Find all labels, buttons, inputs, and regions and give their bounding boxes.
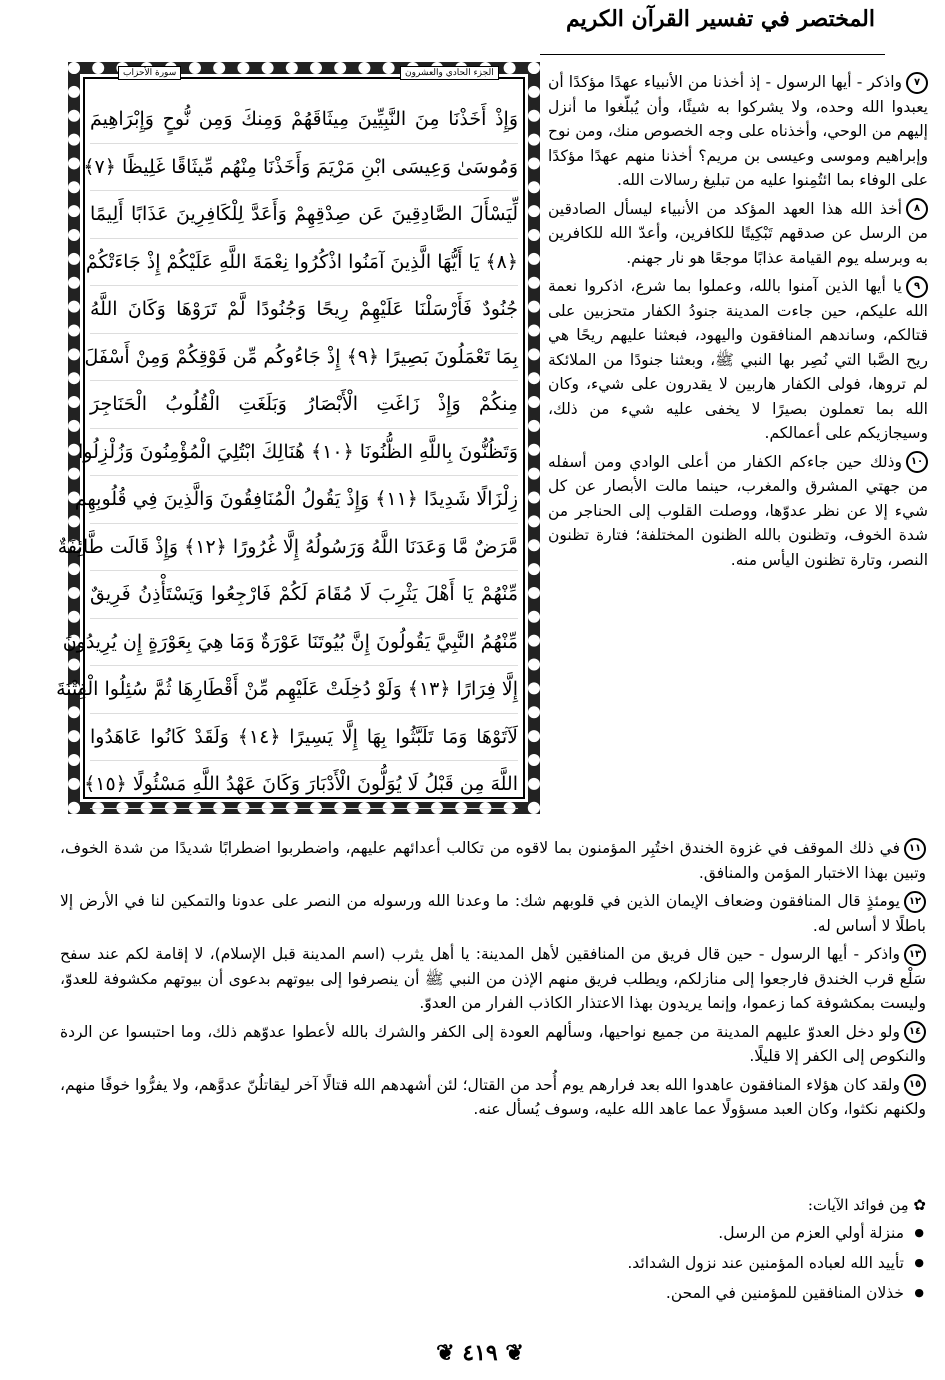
tafsir-paragraph <box>548 274 928 446</box>
tafsir-text: وذلك حين جاءكم الكفار من أعلى الوادي ومن أسفله من جهتي المشرق والمغرب، حينما مالت الأبصار عن كل شيء إلا عن نظر عدوّها، ووصلت القلوب إلى الحناجر من شدة الخوف، وتظنون بالله الظنون المختلفة؛ فتارة تظنون النصر، وتارة تظنون اليأس منه. <box>548 452 928 569</box>
verse-line: لَآتَوْهَا وَمَا تَلَبَّثُوا بِهَا إِلَّا يَسِيرًا ﴿١٤﴾ وَلَقَدْ كَانُوا عَاهَدُوا <box>90 714 518 762</box>
verse-number-badge: ١٠ <box>906 451 928 473</box>
verse-line: جُنُودٌ فَأَرْسَلْنَا عَلَيْهِمْ رِيحًا وَجُنُودًا لَّمْ تَرَوْهَا وَكَانَ اللَّهُ <box>90 286 518 334</box>
verse-line: ﴿٨﴾ يَا أَيُّهَا الَّذِينَ آمَنُوا اذْكُرُوا نِعْمَةَ اللَّهِ عَلَيْكُمْ إِذْ جَاءَتْكُمْ <box>90 239 518 287</box>
verse-line: اللَّهَ مِن قَبْلُ لَا يُوَلُّونَ الْأَدْبَارَ وَكَانَ عَهْدُ اللَّهِ مَسْئُولًا ﴿١٥﴾ <box>90 761 518 809</box>
verse-number-badge: ٩ <box>906 276 928 298</box>
verse-line: إِلَّا فِرَارًا ﴿١٣﴾ وَلَوْ دُخِلَتْ عَلَيْهِم مِّنْ أَقْطَارِهَا ثُمَّ سُئِلُوا الْفِتْنَةَ <box>90 666 518 714</box>
tafsir-column-right <box>548 70 928 576</box>
verse-line: مِّنْهُمُ النَّبِيَّ يَقُولُونَ إِنَّ بُيُوتَنَا عَوْرَةٌ وَمَا هِيَ بِعَوْرَةٍ إِن يُرِيدُونَ <box>90 619 518 667</box>
tafsir-paragraph <box>60 1073 926 1122</box>
tafsir-text: أخذ الله هذا العهد المؤكد من الأنبياء ليسأل الصادقين من الرسل عن صدقهم تَبْكِيتًا للكافرين، وأعدّ الله للكافرين به وبرسله يوم القيامة عذابًا موجعًا هو نار جهنم. <box>548 199 928 267</box>
tafsir-paragraph <box>548 197 928 271</box>
quran-verses <box>56 96 519 809</box>
verse-number-badge: ١٢ <box>904 891 926 913</box>
ornament-icon: ❦ <box>505 1340 524 1366</box>
verse-line: زِلْزَالًا شَدِيدًا ﴿١١﴾ وَإِذْ يَقُولُ الْمُنَافِقُونَ وَالَّذِينَ فِي قُلُوبِهِم <box>90 476 518 524</box>
tafsir-paragraph <box>60 836 926 885</box>
tafsir-paragraph <box>548 450 928 573</box>
tafsir-paragraph <box>548 70 928 193</box>
tafsir-text: واذكر - أيها الرسول - حين قال فريق من المنافقين لأهل المدينة: يا أهل يثرب (اسم المدينة قبل الإسلام)، لا إقامة لكم عند سفح سَلْع قرب الخندق فارجعوا إلى منازلكم، ويطلب فريق منهم الإذن من النبي ﷺ أن ينصرفوا إلى بيوتهم بدعوى أن بيوتهم مكشوفة للعدوّ، وليست بمكشوفة كما زعموا، وإنما يريدون بهذا الاعتذار الكاذب الفرار من العدوّ. <box>60 945 926 1012</box>
verse-number-badge: ٨ <box>906 198 928 220</box>
list-item: ● تأييد الله لعباده المؤمنين عند نزول الشدائد. <box>560 1248 904 1278</box>
verse-line: بِمَا تَعْمَلُونَ بَصِيرًا ﴿٩﴾ إِذْ جَاءُوكُم مِّن فَوْقِكُمْ وَمِنْ أَسْفَلَ <box>90 334 518 382</box>
tafsir-paragraph <box>60 889 926 938</box>
tafsir-text: في ذلك الموقف في غزوة الخندق اختُبِر المؤمنون بما لاقوه من تكالب أعدائهم عليهم، واضطربوا اضطرابًا شديدًا من شدة الخوف، وتبين بهذا الاختبار المؤمن والمنافق. <box>60 839 926 882</box>
verse-line: لِّيَسْأَلَ الصَّادِقِينَ عَن صِدْقِهِمْ وَأَعَدَّ لِلْكَافِرِينَ عَذَابًا أَلِيمًا <box>90 191 518 239</box>
verse-line: مَّرَضٌ مَّا وَعَدَنَا اللَّهُ وَرَسُولُهُ إِلَّا غُرُورًا ﴿١٢﴾ وَإِذْ قَالَت طَّائِفَةٌ <box>90 524 518 572</box>
benefits-list <box>560 1218 926 1308</box>
ornament-icon: ❦ <box>436 1340 455 1366</box>
list-item: ● خذلان المنافقين للمؤمنين في المحن. <box>560 1278 904 1308</box>
tafsir-paragraph <box>60 942 926 1016</box>
list-item: ● منزلة أولي العزم من الرسل. <box>560 1218 904 1248</box>
surah-label: سورة الأحزاب <box>118 66 181 80</box>
verse-number-badge: ١١ <box>904 838 926 860</box>
verse-number-badge: ١٥ <box>904 1074 926 1096</box>
tafsir-text: ولو دخل العدوّ عليهم المدينة من جميع نواحيها، وسألهم العودة إلى الكفر والشرك بالله لأعطوا عدوّهم ذلك، وما احتبسوا عن الردة والنكوص إلى الكفر إلا قليلًا. <box>60 1022 926 1065</box>
tafsir-text: واذكر - أيها الرسول - إذ أخذنا من الأنبياء عهدًا مؤكدًا أن يعبدوا الله وحده، ولا يشركوا به شيئًا، وأن يُبلّغوا ما أنزل إليهم من الوحي، وأخذناه على وجه الخصوص منك، ومن نوح وإبراهيم وموسى وعيسى بن مريم؟ أخذنا منهم عهدًا مؤكدًا على الوفاء بما ائتُمِنوا عليه من تبليغ رسالات الله. <box>548 73 928 189</box>
verse-number-badge: ١٣ <box>904 944 926 966</box>
tafsir-column-full <box>60 836 926 1126</box>
flower-icon: ✿ <box>908 1196 926 1214</box>
verse-line: وَتَظُنُّونَ بِاللَّهِ الظُّنُونَا ﴿١٠﴾ هُنَالِكَ ابْتُلِيَ الْمُؤْمِنُونَ وَزُلْزِلُوا <box>90 429 518 477</box>
juz-label: الجزء الحادي والعشرون <box>400 66 499 80</box>
verse-benefits <box>560 1196 926 1308</box>
tafsir-text: يومئذٍ قال المنافقون وضعاف الإيمان الذين في قلوبهم شك: ما وعدنا الله ورسوله من النصر على عدونا والتمكين لنا في الأرض إلا باطلًا لا أساس له. <box>60 892 926 935</box>
verse-line: مِنكُمْ وَإِذْ زَاغَتِ الْأَبْصَارُ وَبَلَغَتِ الْقُلُوبُ الْحَنَاجِرَ <box>90 381 518 429</box>
verse-line: وَمُوسَىٰ وَعِيسَى ابْنِ مَرْيَمَ وَأَخَذْنَا مِنْهُم مِّيثَاقًا غَلِيظًا ﴿٧﴾ <box>90 144 518 192</box>
tafsir-paragraph <box>60 1020 926 1069</box>
benefits-title: ✿ مِن فوائد الآيات: <box>807 1196 926 1214</box>
page-number: ❦ ٤١٩ ❦ <box>436 1340 524 1366</box>
verse-line: مِّنْهُمْ يَا أَهْلَ يَثْرِبَ لَا مُقَامَ لَكُمْ فَارْجِعُوا وَيَسْتَأْذِنُ فَرِيقٌ <box>90 571 518 619</box>
book-title: المختصر في تفسير القرآن الكريم <box>566 6 875 32</box>
verse-number-badge: ١٤ <box>904 1021 926 1043</box>
tafsir-text: ولقد كان هؤلاء المنافقون عاهدوا الله بعد فرارهم يوم أُحد من القتال؛ لئن أشهدهم الله قتالًا آخر ليقاتلُنّ عدوَّهم، ولا يفرُّوا خوفًا منهم، ولكنهم نكثوا، وكان العبد مسؤولًا عما عاهد الله عليه، وسوف يُسأل عنه. <box>60 1075 926 1118</box>
verse-number-badge: ٧ <box>906 72 928 94</box>
tafsir-text: يا أيها الذين آمنوا بالله، وعملوا بما شرع، اذكروا نعمة الله عليكم، حين جاءت المدينة جنودُ الكفار متحزبين على قتالكم، وساندهم المنافقون واليهود، فبعثنا عليهم ريحًا هي ريح الصَّبا التي نُصِر بها النبي ﷺ، وبعثنا جنودًا من الملائكة لم تروها، فولى الكفار هاربين لا يقدرون على شيء، وكان الله بما تعملون بصيرًا لا يخفى عليه شيء من ذلك، وسيجازيكم على أعمالكم. <box>548 277 928 442</box>
header-rule <box>540 54 885 55</box>
verse-line: وَإِذْ أَخَذْنَا مِنَ النَّبِيِّينَ مِيثَاقَهُمْ وَمِنكَ وَمِن نُّوحٍ وَإِبْرَاهِيمَ <box>90 96 518 144</box>
page-header <box>0 0 945 62</box>
